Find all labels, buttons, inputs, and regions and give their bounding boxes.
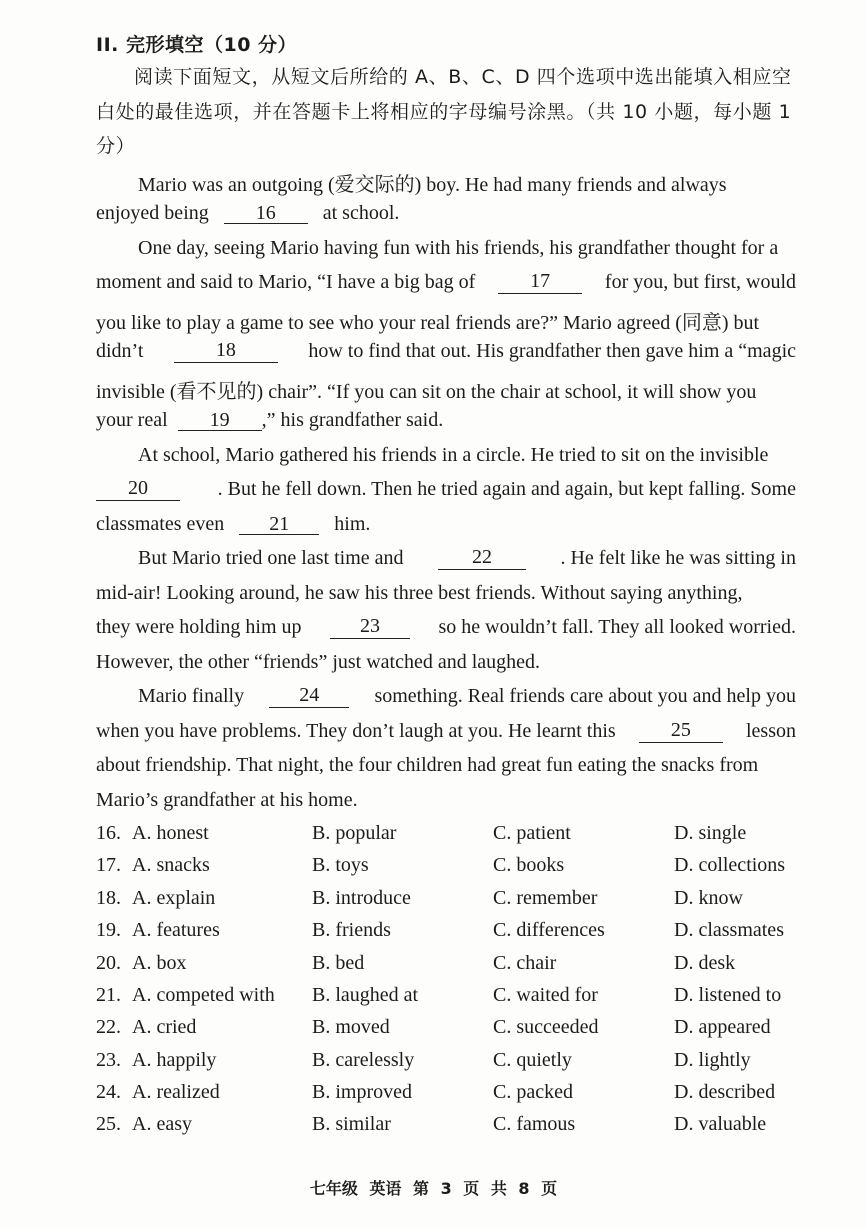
option-row-17 <box>96 854 816 886</box>
question-number: 19. <box>96 919 121 941</box>
passage-text: when you have problems. They don’t laugh at you. He learnt this <box>96 720 616 742</box>
passage-text: how to find that out. His grandfather then gave him a “magic <box>308 340 796 362</box>
passage-line <box>138 685 796 708</box>
option-c: C. remember <box>493 887 598 909</box>
passage-line <box>96 409 796 432</box>
passage-line <box>96 202 796 225</box>
passage-text: your real <box>96 409 168 431</box>
passage-line <box>96 340 796 363</box>
option-row-20 <box>96 952 816 984</box>
passage-text: so he wouldn’t fall. They all looked worried. <box>438 616 796 638</box>
passage-text: . But he fell down. Then he tried again and again, but kept falling. Some <box>217 478 796 500</box>
passage-text: about friendship. That night, the four children had great fun eating the snacks from <box>96 754 759 776</box>
option-c: C. famous <box>493 1113 576 1135</box>
option-b: B. laughed at <box>312 984 419 1006</box>
option-c: C. differences <box>493 919 605 941</box>
option-row-21 <box>96 984 816 1016</box>
option-a: A. happily <box>132 1049 217 1071</box>
blank-20: 20 <box>96 478 180 501</box>
option-c: C. succeeded <box>493 1016 599 1038</box>
option-c: C. books <box>493 854 565 876</box>
question-number: 24. <box>96 1081 121 1103</box>
passage-line <box>96 375 796 404</box>
option-row-23 <box>96 1049 816 1081</box>
option-d: D. lightly <box>674 1049 751 1071</box>
option-c: C. packed <box>493 1081 573 1103</box>
passage-text: invisible (看不见的) chair”. “If you can sit on the chair at school, it will show you <box>96 381 757 403</box>
option-b: B. toys <box>312 854 369 876</box>
blank-16: 16 <box>224 203 308 224</box>
blank-18: 18 <box>174 340 278 363</box>
passage-line <box>138 168 796 197</box>
option-c: C. waited for <box>493 984 598 1006</box>
page-footer: 七年级 英语 第 3 页 共 8 页 <box>309 1179 558 1198</box>
passage-text: didn’t <box>96 340 144 362</box>
blank-17: 17 <box>498 271 582 294</box>
option-b: B. improved <box>312 1081 412 1103</box>
option-b: B. introduce <box>312 887 411 909</box>
passage-text: for you, but first, would <box>604 271 796 293</box>
passage-text: you like to play a game to see who your real friends are?” Mario agreed (同意) but <box>96 312 760 334</box>
question-number: 22. <box>96 1016 121 1038</box>
passage-line <box>96 478 796 501</box>
question-number: 17. <box>96 854 121 876</box>
passage-line <box>96 306 796 335</box>
passage-line <box>138 237 796 260</box>
passage-line <box>138 547 796 570</box>
question-number: 18. <box>96 887 121 909</box>
passage-text: classmates even <box>96 513 225 535</box>
option-c: C. quietly <box>493 1049 572 1071</box>
question-number: 21. <box>96 984 121 1006</box>
question-number: 16. <box>96 822 121 844</box>
option-a: A. honest <box>132 822 209 844</box>
passage-text: mid-air! Looking around, he saw his three best friends. Without saying anything, <box>96 582 743 604</box>
option-d: D. collections <box>674 854 786 876</box>
option-b: B. carelessly <box>312 1049 415 1071</box>
passage-text: Mario finally <box>138 685 245 707</box>
option-b: B. similar <box>312 1113 391 1135</box>
passage-text: At school, Mario gathered his friends in a circle. He tried to sit on the invisible <box>138 444 769 466</box>
passage-text: something. Real friends care about you and help you <box>374 685 796 707</box>
passage-line <box>138 444 796 467</box>
passage-line <box>96 754 796 777</box>
instructions <box>96 60 796 164</box>
instructions-text: 阅读下面短文，从短文后所给的 A、B、C、D 四个选项中选出能填入相应空白处的最佳选项，并在答题卡上将相应的字母编号涂黑。（共 10 小题，每小题 1 分） <box>96 66 792 157</box>
passage-text: But Mario tried one last time and <box>138 547 404 569</box>
blank-22: 22 <box>438 547 526 570</box>
section-title: II. 完形填空（10 分） <box>96 34 298 56</box>
blank-23: 23 <box>330 616 410 639</box>
option-a: A. realized <box>132 1081 220 1103</box>
option-row-24 <box>96 1081 816 1113</box>
passage-text: ,” his grandfather said. <box>261 409 444 431</box>
passage-text: him. <box>334 513 371 535</box>
option-b: B. bed <box>312 952 365 974</box>
blank-21: 21 <box>239 514 319 535</box>
option-d: D. valuable <box>674 1113 767 1135</box>
passage-text: moment and said to Mario, “I have a big bag of <box>96 271 476 293</box>
option-row-18 <box>96 887 816 919</box>
option-d: D. described <box>674 1081 776 1103</box>
option-b: B. friends <box>312 919 391 941</box>
passage-text: at school. <box>322 202 400 224</box>
passage-text: One day, seeing Mario having fun with his friends, his grandfather thought for a <box>138 237 779 259</box>
option-b: B. popular <box>312 822 397 844</box>
option-c: C. chair <box>493 952 557 974</box>
option-row-22 <box>96 1016 816 1048</box>
option-d: D. single <box>674 822 747 844</box>
option-a: A. features <box>132 919 220 941</box>
blank-19: 19 <box>178 410 262 431</box>
passage-line <box>96 582 796 605</box>
blank-25: 25 <box>639 720 723 743</box>
option-d: D. appeared <box>674 1016 771 1038</box>
passage-line <box>96 616 796 639</box>
passage-text: Mario’s grandfather at his home. <box>96 789 358 811</box>
question-number: 25. <box>96 1113 121 1135</box>
option-a: A. box <box>132 952 187 974</box>
option-d: D. desk <box>674 952 736 974</box>
option-d: D. listened to <box>674 984 782 1006</box>
option-a: A. cried <box>132 1016 197 1038</box>
option-row-16 <box>96 822 816 854</box>
blank-24: 24 <box>269 685 349 708</box>
passage-text: enjoyed being <box>96 202 209 224</box>
passage-line <box>96 789 796 812</box>
option-d: D. know <box>674 887 743 909</box>
option-c: C. patient <box>493 822 571 844</box>
option-b: B. moved <box>312 1016 390 1038</box>
passage-text: lesson <box>746 720 796 742</box>
option-row-19 <box>96 919 816 951</box>
passage-text: . He felt like he was sitting in <box>560 547 796 569</box>
passage-line <box>96 513 796 536</box>
option-a: A. competed with <box>132 984 275 1006</box>
option-a: A. snacks <box>132 854 210 876</box>
passage-line <box>96 720 796 743</box>
option-row-25 <box>96 1113 816 1145</box>
passage-text: Mario was an outgoing (爱交际的) boy. He had many friends and always <box>138 174 727 196</box>
option-d: D. classmates <box>674 919 784 941</box>
passage-line <box>96 271 796 294</box>
question-number: 20. <box>96 952 121 974</box>
question-number: 23. <box>96 1049 121 1071</box>
passage-line <box>96 651 796 674</box>
passage-text: However, the other “friends” just watched and laughed. <box>96 651 541 673</box>
option-a: A. easy <box>132 1113 192 1135</box>
option-a: A. explain <box>132 887 216 909</box>
passage-text: they were holding him up <box>96 616 302 638</box>
